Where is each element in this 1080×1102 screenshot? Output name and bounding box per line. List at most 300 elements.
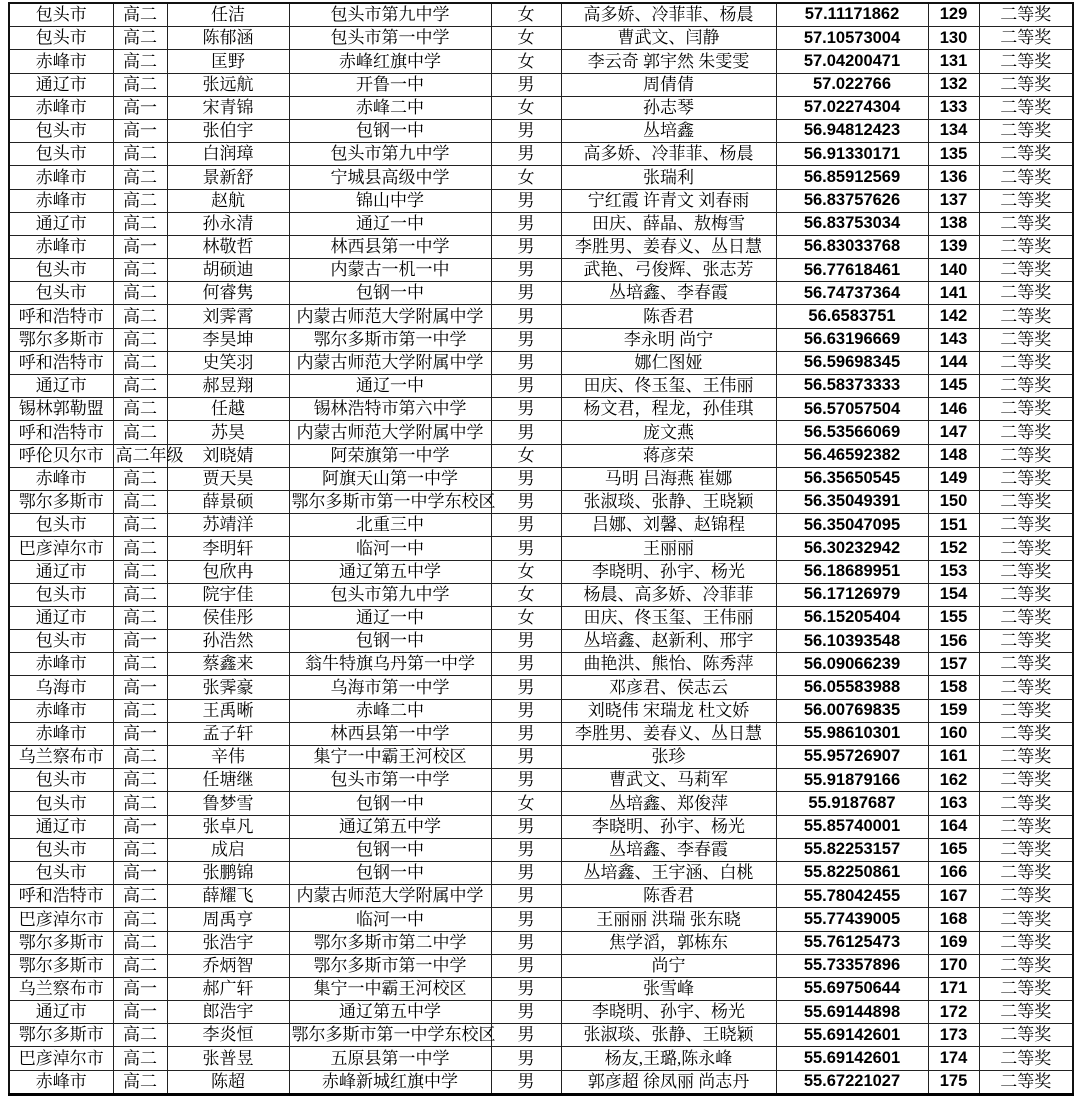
cell-school: 林西县第一中学 — [289, 235, 491, 258]
cell-score: 56.35047095 — [776, 514, 928, 537]
cell-school: 包头市第九中学 — [289, 583, 491, 606]
cell-school: 内蒙古师范大学附属中学 — [289, 421, 491, 444]
cell-city: 呼和浩特市 — [9, 305, 113, 328]
cell-school: 通辽第五中学 — [289, 560, 491, 583]
cell-score: 56.94812423 — [776, 119, 928, 142]
cell-teachers: 张淑琰、张静、王晓颖 — [561, 1024, 776, 1047]
cell-grade: 高一 — [113, 96, 167, 119]
cell-name: 何睿隽 — [167, 282, 289, 305]
cell-gender: 男 — [491, 1001, 561, 1024]
cell-teachers: 孙志琴 — [561, 96, 776, 119]
cell-school: 包钢一中 — [289, 119, 491, 142]
cell-gender: 女 — [491, 583, 561, 606]
cell-school: 通辽一中 — [289, 375, 491, 398]
cell-rank: 154 — [928, 583, 979, 606]
cell-name: 白润璋 — [167, 143, 289, 166]
cell-city: 鄂尔多斯市 — [9, 490, 113, 513]
cell-score: 55.9187687 — [776, 792, 928, 815]
table-row — [9, 212, 1073, 235]
cell-rank: 133 — [928, 96, 979, 119]
cell-city: 通辽市 — [9, 73, 113, 96]
table-row — [9, 189, 1073, 212]
cell-city: 通辽市 — [9, 815, 113, 838]
cell-teachers: 李胜男、姜春义、丛日慧 — [561, 235, 776, 258]
cell-name: 张伯宇 — [167, 119, 289, 142]
cell-gender: 男 — [491, 119, 561, 142]
cell-city: 赤峰市 — [9, 653, 113, 676]
cell-award: 二等奖 — [979, 166, 1073, 189]
cell-rank: 169 — [928, 931, 979, 954]
cell-teachers: 丛培鑫 — [561, 119, 776, 142]
cell-award: 二等奖 — [979, 189, 1073, 212]
cell-school: 集宁一中霸王河校区 — [289, 977, 491, 1000]
cell-name: 张远航 — [167, 73, 289, 96]
cell-gender: 男 — [491, 931, 561, 954]
cell-grade: 高二 — [113, 282, 167, 305]
cell-grade: 高一 — [113, 630, 167, 653]
cell-school: 赤峰新城红旗中学 — [289, 1070, 491, 1094]
cell-teachers: 丛培鑫、李春霞 — [561, 282, 776, 305]
cell-rank: 129 — [928, 3, 979, 27]
cell-gender: 男 — [491, 977, 561, 1000]
cell-name: 郝广轩 — [167, 977, 289, 1000]
cell-school: 包钢一中 — [289, 630, 491, 653]
cell-city: 通辽市 — [9, 606, 113, 629]
cell-city: 鄂尔多斯市 — [9, 931, 113, 954]
cell-school: 鄂尔多斯市第一中学 — [289, 954, 491, 977]
cell-grade: 高二 — [113, 560, 167, 583]
cell-name: 张普昱 — [167, 1047, 289, 1070]
cell-score: 57.11171862 — [776, 3, 928, 27]
cell-name: 刘晓婧 — [167, 444, 289, 467]
cell-award: 二等奖 — [979, 977, 1073, 1000]
cell-teachers: 曹武文、闫静 — [561, 27, 776, 50]
cell-gender: 男 — [491, 73, 561, 96]
cell-score: 56.09066239 — [776, 653, 928, 676]
cell-award: 二等奖 — [979, 467, 1073, 490]
cell-gender: 男 — [491, 467, 561, 490]
table-row — [9, 259, 1073, 282]
cell-gender: 男 — [491, 1024, 561, 1047]
cell-score: 55.82250861 — [776, 861, 928, 884]
cell-rank: 142 — [928, 305, 979, 328]
cell-score: 55.95726907 — [776, 746, 928, 769]
cell-grade: 高一 — [113, 235, 167, 258]
cell-score: 55.69142601 — [776, 1047, 928, 1070]
cell-city: 鄂尔多斯市 — [9, 1024, 113, 1047]
cell-city: 通辽市 — [9, 1001, 113, 1024]
cell-name: 张霁豪 — [167, 676, 289, 699]
cell-school: 包头市第一中学 — [289, 27, 491, 50]
cell-score: 55.73357896 — [776, 954, 928, 977]
cell-score: 55.78042455 — [776, 885, 928, 908]
cell-grade: 高二 — [113, 143, 167, 166]
table-row — [9, 769, 1073, 792]
cell-grade: 高一 — [113, 722, 167, 745]
cell-teachers: 李云奇 郭宇然 朱雯雯 — [561, 50, 776, 73]
cell-award: 二等奖 — [979, 583, 1073, 606]
cell-teachers: 杨晨、高多娇、冷菲菲 — [561, 583, 776, 606]
cell-gender: 男 — [491, 861, 561, 884]
cell-award: 二等奖 — [979, 1024, 1073, 1047]
cell-teachers: 马明 吕海燕 崔娜 — [561, 467, 776, 490]
table-row — [9, 885, 1073, 908]
cell-school: 内蒙古师范大学附属中学 — [289, 351, 491, 374]
cell-teachers: 丛培鑫、李春霞 — [561, 838, 776, 861]
cell-rank: 164 — [928, 815, 979, 838]
cell-grade: 高二 — [113, 212, 167, 235]
cell-rank: 137 — [928, 189, 979, 212]
cell-rank: 165 — [928, 838, 979, 861]
cell-rank: 171 — [928, 977, 979, 1000]
cell-score: 56.85912569 — [776, 166, 928, 189]
cell-city: 包头市 — [9, 630, 113, 653]
cell-name: 薛景硕 — [167, 490, 289, 513]
cell-rank: 170 — [928, 954, 979, 977]
cell-teachers: 丛培鑫、郑俊萍 — [561, 792, 776, 815]
cell-school: 林西县第一中学 — [289, 722, 491, 745]
table-row — [9, 676, 1073, 699]
cell-score: 56.83753034 — [776, 212, 928, 235]
table-row — [9, 166, 1073, 189]
cell-school: 集宁一中霸王河校区 — [289, 746, 491, 769]
cell-city: 呼和浩特市 — [9, 421, 113, 444]
cell-city: 赤峰市 — [9, 189, 113, 212]
cell-city: 巴彦淖尔市 — [9, 537, 113, 560]
cell-school: 北重三中 — [289, 514, 491, 537]
table-row — [9, 653, 1073, 676]
cell-gender: 男 — [491, 815, 561, 838]
cell-award: 二等奖 — [979, 143, 1073, 166]
cell-teachers: 李晓明、孙宇、杨光 — [561, 1001, 776, 1024]
table-row — [9, 954, 1073, 977]
cell-rank: 140 — [928, 259, 979, 282]
cell-name: 辛伟 — [167, 746, 289, 769]
table-row — [9, 908, 1073, 931]
cell-award: 二等奖 — [979, 630, 1073, 653]
cell-teachers: 丛培鑫、赵新利、邢宇 — [561, 630, 776, 653]
cell-teachers: 武艳、弓俊辉、张志芳 — [561, 259, 776, 282]
cell-score: 56.17126979 — [776, 583, 928, 606]
cell-gender: 男 — [491, 885, 561, 908]
cell-teachers: 李胜男、姜春义、丛日慧 — [561, 722, 776, 745]
table-row — [9, 421, 1073, 444]
cell-teachers: 丛培鑫、王宇涵、白桃 — [561, 861, 776, 884]
cell-teachers: 吕娜、刘馨、赵锦程 — [561, 514, 776, 537]
cell-rank: 157 — [928, 653, 979, 676]
cell-score: 56.57057504 — [776, 398, 928, 421]
cell-school: 包钢一中 — [289, 282, 491, 305]
cell-grade: 高二 — [113, 351, 167, 374]
cell-name: 苏昊 — [167, 421, 289, 444]
cell-school: 包头市第九中学 — [289, 143, 491, 166]
cell-name: 景新舒 — [167, 166, 289, 189]
cell-award: 二等奖 — [979, 1070, 1073, 1094]
table-row — [9, 282, 1073, 305]
table-row — [9, 630, 1073, 653]
cell-gender: 男 — [491, 699, 561, 722]
cell-name: 孙浩然 — [167, 630, 289, 653]
cell-name: 侯佳彤 — [167, 606, 289, 629]
cell-award: 二等奖 — [979, 514, 1073, 537]
cell-award: 二等奖 — [979, 328, 1073, 351]
cell-grade: 高二 — [113, 1047, 167, 1070]
cell-score: 56.74737364 — [776, 282, 928, 305]
cell-teachers: 张珍 — [561, 746, 776, 769]
cell-city: 赤峰市 — [9, 166, 113, 189]
cell-award: 二等奖 — [979, 954, 1073, 977]
cell-name: 乔炳智 — [167, 954, 289, 977]
cell-rank: 172 — [928, 1001, 979, 1024]
cell-rank: 161 — [928, 746, 979, 769]
cell-grade: 高二年级 — [113, 444, 167, 467]
cell-score: 56.30232942 — [776, 537, 928, 560]
cell-award: 二等奖 — [979, 119, 1073, 142]
cell-name: 薛耀飞 — [167, 885, 289, 908]
cell-gender: 男 — [491, 630, 561, 653]
cell-teachers: 田庆、薛晶、敖梅雪 — [561, 212, 776, 235]
cell-award: 二等奖 — [979, 73, 1073, 96]
cell-grade: 高一 — [113, 977, 167, 1000]
cell-city: 包头市 — [9, 282, 113, 305]
cell-gender: 女 — [491, 560, 561, 583]
cell-school: 鄂尔多斯市第一中学东校区 — [289, 490, 491, 513]
cell-grade: 高二 — [113, 189, 167, 212]
cell-school: 临河一中 — [289, 537, 491, 560]
cell-award: 二等奖 — [979, 259, 1073, 282]
cell-grade: 高二 — [113, 583, 167, 606]
cell-score: 56.83757626 — [776, 189, 928, 212]
cell-rank: 153 — [928, 560, 979, 583]
cell-teachers: 王丽丽 — [561, 537, 776, 560]
cell-gender: 男 — [491, 676, 561, 699]
cell-grade: 高一 — [113, 1001, 167, 1024]
cell-teachers: 张瑞利 — [561, 166, 776, 189]
cell-rank: 158 — [928, 676, 979, 699]
cell-school: 内蒙古师范大学附属中学 — [289, 305, 491, 328]
cell-rank: 166 — [928, 861, 979, 884]
results-table-body — [9, 3, 1073, 1095]
cell-school: 鄂尔多斯市第一中学 — [289, 328, 491, 351]
cell-name: 李明轩 — [167, 537, 289, 560]
cell-name: 张浩宇 — [167, 931, 289, 954]
cell-school: 包头市第九中学 — [289, 3, 491, 27]
cell-teachers: 邓彦君、侯志云 — [561, 676, 776, 699]
cell-award: 二等奖 — [979, 282, 1073, 305]
cell-award: 二等奖 — [979, 212, 1073, 235]
cell-teachers: 尚宁 — [561, 954, 776, 977]
cell-score: 55.69142601 — [776, 1024, 928, 1047]
table-row — [9, 606, 1073, 629]
cell-grade: 高二 — [113, 398, 167, 421]
cell-school: 赤峰二中 — [289, 96, 491, 119]
cell-gender: 男 — [491, 398, 561, 421]
cell-gender: 男 — [491, 490, 561, 513]
cell-city: 鄂尔多斯市 — [9, 328, 113, 351]
table-row — [9, 537, 1073, 560]
cell-name: 任越 — [167, 398, 289, 421]
table-row — [9, 73, 1073, 96]
cell-rank: 138 — [928, 212, 979, 235]
cell-award: 二等奖 — [979, 792, 1073, 815]
cell-score: 57.022766 — [776, 73, 928, 96]
cell-grade: 高二 — [113, 838, 167, 861]
table-row — [9, 861, 1073, 884]
cell-grade: 高二 — [113, 954, 167, 977]
cell-name: 赵航 — [167, 189, 289, 212]
cell-city: 通辽市 — [9, 212, 113, 235]
cell-name: 匡野 — [167, 50, 289, 73]
cell-school: 锡林浩特市第六中学 — [289, 398, 491, 421]
table-row — [9, 838, 1073, 861]
table-row — [9, 398, 1073, 421]
table-row — [9, 1070, 1073, 1094]
cell-gender: 女 — [491, 166, 561, 189]
cell-name: 任塘继 — [167, 769, 289, 792]
cell-grade: 高二 — [113, 421, 167, 444]
cell-rank: 149 — [928, 467, 979, 490]
cell-rank: 168 — [928, 908, 979, 931]
cell-city: 包头市 — [9, 3, 113, 27]
cell-school: 临河一中 — [289, 908, 491, 931]
cell-gender: 男 — [491, 143, 561, 166]
cell-name: 陈郁涵 — [167, 27, 289, 50]
cell-city: 包头市 — [9, 514, 113, 537]
cell-grade: 高一 — [113, 676, 167, 699]
cell-name: 史笑羽 — [167, 351, 289, 374]
cell-grade: 高二 — [113, 73, 167, 96]
cell-school: 通辽一中 — [289, 212, 491, 235]
cell-name: 陈超 — [167, 1070, 289, 1094]
cell-award: 二等奖 — [979, 444, 1073, 467]
cell-award: 二等奖 — [979, 3, 1073, 27]
cell-award: 二等奖 — [979, 537, 1073, 560]
cell-city: 赤峰市 — [9, 722, 113, 745]
cell-score: 55.82253157 — [776, 838, 928, 861]
cell-name: 张卓凡 — [167, 815, 289, 838]
cell-city: 包头市 — [9, 143, 113, 166]
cell-score: 55.69144898 — [776, 1001, 928, 1024]
cell-teachers: 陈香君 — [561, 305, 776, 328]
cell-city: 乌海市 — [9, 676, 113, 699]
cell-school: 阿荣旗第一中学 — [289, 444, 491, 467]
cell-teachers: 宁红霞 许青文 刘春雨 — [561, 189, 776, 212]
cell-teachers: 郭彦超 徐凤丽 尚志丹 — [561, 1070, 776, 1094]
awards-results-table — [8, 2, 1074, 1096]
cell-school: 包钢一中 — [289, 792, 491, 815]
cell-rank: 141 — [928, 282, 979, 305]
cell-grade: 高二 — [113, 792, 167, 815]
cell-award: 二等奖 — [979, 305, 1073, 328]
cell-score: 56.05583988 — [776, 676, 928, 699]
cell-gender: 男 — [491, 514, 561, 537]
cell-gender: 男 — [491, 189, 561, 212]
cell-rank: 152 — [928, 537, 979, 560]
cell-city: 通辽市 — [9, 560, 113, 583]
cell-name: 宋青锦 — [167, 96, 289, 119]
cell-score: 56.63196669 — [776, 328, 928, 351]
cell-school: 通辽第五中学 — [289, 815, 491, 838]
table-row — [9, 143, 1073, 166]
cell-school: 通辽第五中学 — [289, 1001, 491, 1024]
cell-gender: 男 — [491, 259, 561, 282]
cell-city: 赤峰市 — [9, 699, 113, 722]
table-row — [9, 96, 1073, 119]
cell-grade: 高二 — [113, 769, 167, 792]
cell-score: 56.46592382 — [776, 444, 928, 467]
cell-grade: 高二 — [113, 490, 167, 513]
table-row — [9, 560, 1073, 583]
cell-award: 二等奖 — [979, 769, 1073, 792]
cell-rank: 131 — [928, 50, 979, 73]
cell-teachers: 周倩倩 — [561, 73, 776, 96]
cell-gender: 女 — [491, 444, 561, 467]
cell-rank: 139 — [928, 235, 979, 258]
cell-city: 鄂尔多斯市 — [9, 954, 113, 977]
cell-name: 院宇佳 — [167, 583, 289, 606]
cell-name: 孟子轩 — [167, 722, 289, 745]
table-row — [9, 931, 1073, 954]
cell-school: 阿旗天山第一中学 — [289, 467, 491, 490]
cell-school: 赤峰红旗中学 — [289, 50, 491, 73]
cell-name: 郎浩宇 — [167, 1001, 289, 1024]
cell-gender: 男 — [491, 769, 561, 792]
cell-name: 成启 — [167, 838, 289, 861]
cell-rank: 136 — [928, 166, 979, 189]
cell-grade: 高二 — [113, 1024, 167, 1047]
cell-score: 57.04200471 — [776, 50, 928, 73]
cell-score: 55.91879166 — [776, 769, 928, 792]
cell-name: 郝昱翔 — [167, 375, 289, 398]
cell-city: 赤峰市 — [9, 1070, 113, 1094]
cell-award: 二等奖 — [979, 490, 1073, 513]
table-row — [9, 3, 1073, 27]
cell-score: 55.69750644 — [776, 977, 928, 1000]
cell-rank: 160 — [928, 722, 979, 745]
cell-award: 二等奖 — [979, 861, 1073, 884]
cell-gender: 女 — [491, 96, 561, 119]
cell-award: 二等奖 — [979, 398, 1073, 421]
cell-score: 56.6583751 — [776, 305, 928, 328]
cell-gender: 男 — [491, 235, 561, 258]
cell-city: 包头市 — [9, 838, 113, 861]
table-row — [9, 467, 1073, 490]
cell-award: 二等奖 — [979, 96, 1073, 119]
cell-teachers: 张雪峰 — [561, 977, 776, 1000]
cell-teachers: 庞文燕 — [561, 421, 776, 444]
cell-award: 二等奖 — [979, 908, 1073, 931]
cell-grade: 高二 — [113, 27, 167, 50]
table-row — [9, 792, 1073, 815]
cell-score: 55.77439005 — [776, 908, 928, 931]
cell-award: 二等奖 — [979, 746, 1073, 769]
cell-gender: 男 — [491, 305, 561, 328]
cell-name: 林敬哲 — [167, 235, 289, 258]
cell-gender: 男 — [491, 375, 561, 398]
cell-city: 包头市 — [9, 861, 113, 884]
cell-score: 56.18689951 — [776, 560, 928, 583]
cell-teachers: 蒋彦荣 — [561, 444, 776, 467]
cell-rank: 148 — [928, 444, 979, 467]
cell-rank: 163 — [928, 792, 979, 815]
table-row — [9, 490, 1073, 513]
cell-name: 刘霁霄 — [167, 305, 289, 328]
cell-rank: 130 — [928, 27, 979, 50]
cell-city: 赤峰市 — [9, 96, 113, 119]
cell-gender: 男 — [491, 537, 561, 560]
cell-gender: 男 — [491, 212, 561, 235]
cell-city: 包头市 — [9, 792, 113, 815]
